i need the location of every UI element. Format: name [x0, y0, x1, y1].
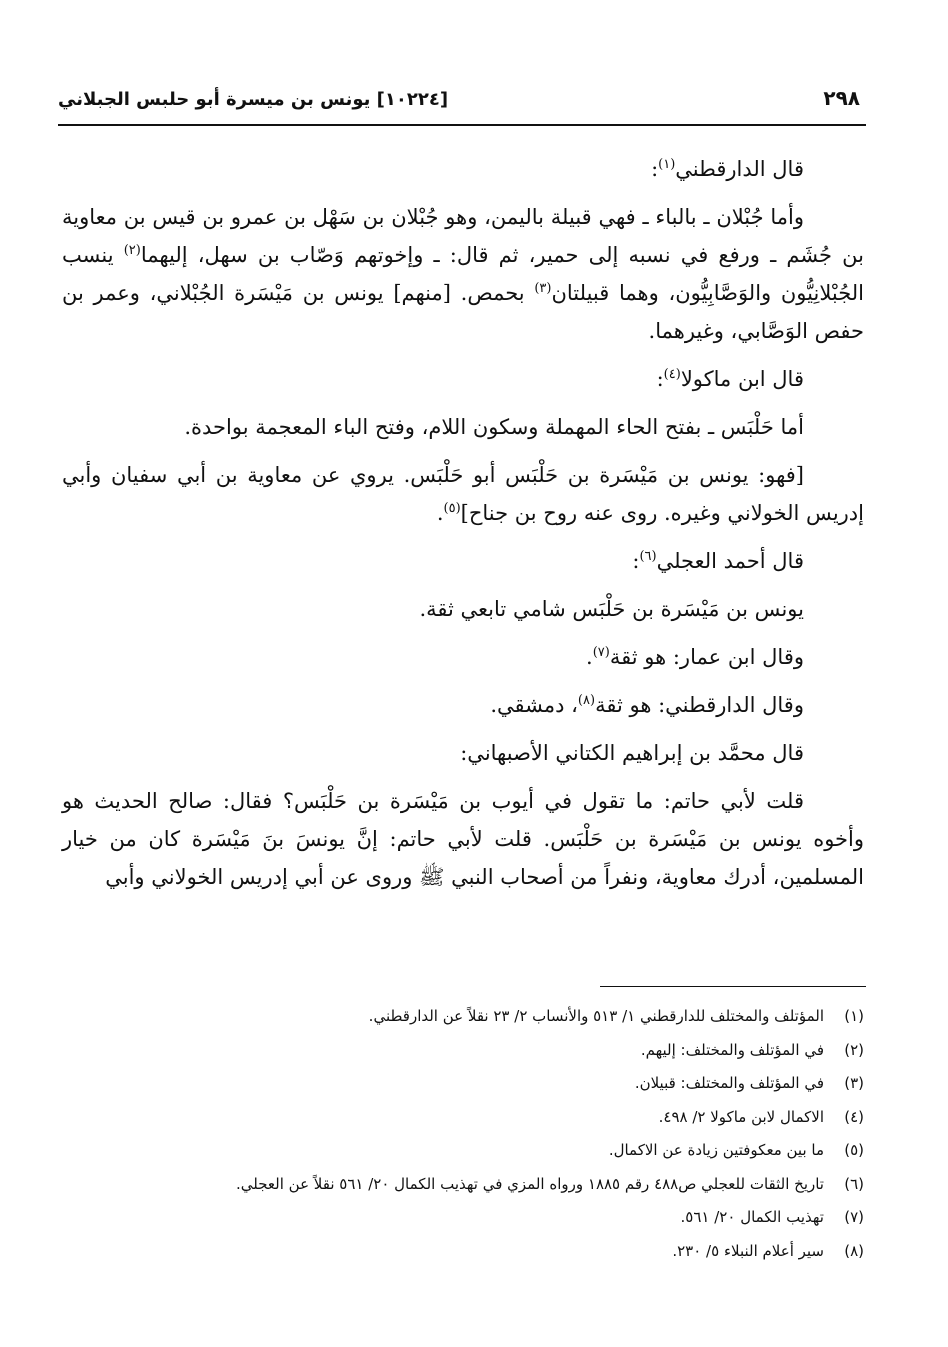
footnote-text: في المؤتلف والمختلف: إليهم.: [640, 1040, 824, 1059]
paragraph: [62, 456, 864, 532]
footnote: [62, 1101, 864, 1135]
text: .: [436, 501, 444, 525]
footnote-number: (٤): [844, 1107, 864, 1126]
paragraph: [62, 360, 864, 398]
footnote: [62, 1067, 864, 1101]
text: وقال ابن عمار: هو ثقة: [609, 645, 804, 669]
text: :: [651, 157, 659, 181]
footnote: [62, 1201, 864, 1235]
text: ، دمشقي.: [490, 693, 578, 717]
footnote-ref: (١): [658, 157, 676, 172]
text: ينسب الجُبْلانِيُّون والوَصَّابِيُّون، وهما قبيلتان: [62, 243, 864, 305]
footnote: [62, 1000, 864, 1034]
footnote-text: تهذيب الكمال ٢٠/ ٥٦١.: [680, 1208, 824, 1226]
text: [فهو: يونس بن مَيْسَرة بن حَلْبَس أبو حَلْبَس. يروي عن معاوية بن أبي سفيان وأبي إدريس الخولاني وغيره. روى عنه روح بن جناح]: [62, 463, 864, 525]
footnote-text: سير أعلام النبلاء ٥/ ٢٣٠.: [672, 1241, 824, 1260]
footnote-number: (٥): [844, 1141, 864, 1159]
text: :: [656, 367, 664, 391]
footnote-number: (٦): [844, 1174, 864, 1193]
footnote-ref: (٧): [592, 645, 610, 660]
footnote-number: (٨): [844, 1241, 864, 1260]
footnote-number: (٧): [844, 1208, 864, 1226]
footnote-ref: (٤): [663, 367, 681, 382]
footnote-ref: (٦): [639, 549, 657, 564]
footnote: [62, 1168, 864, 1202]
text: :: [632, 549, 640, 573]
text: قال أحمد العجلي: [656, 549, 804, 573]
footnote-text: في المؤتلف والمختلف: قبيلان.: [634, 1074, 824, 1092]
footnote-ref: (٣): [534, 281, 552, 296]
footnote-separator: [600, 986, 866, 987]
paragraph: يونس بن مَيْسَرة بن حَلْبَس شامي تابعي ثقة.: [419, 597, 804, 621]
footnote-number: (١): [844, 1007, 864, 1025]
paragraph: [62, 150, 864, 188]
footnote: [62, 1134, 864, 1168]
text: قال الدارقطني: [675, 157, 804, 181]
text: .: [586, 645, 593, 669]
footnote-text: ما بين معكوفتين زيادة عن الاكمال.: [608, 1141, 824, 1159]
header-rule: [58, 124, 866, 126]
page-header: [58, 86, 860, 110]
paragraph: [62, 542, 864, 580]
footnote: [62, 1034, 864, 1068]
page-number: ٢٩٨: [823, 86, 860, 110]
paragraph: [62, 198, 864, 350]
paragraph: قلت لأبي حاتم: ما تقول في أيوب بن مَيْسَرة بن حَلْبَس؟ فقال: صالح الحديث هو وأخوه يونس بن مَيْسَرة بن حَلْبَس. قلت لأبي حاتم: إنَّ يونسَ بنَ مَيْسَرة كان من خيار المسلمين، أدرك معاوية، ونفراً من أصحاب النبي ﷺ وروى عن أبي إدريس الخولاني وأبي: [62, 789, 864, 889]
footnote-number: (٢): [844, 1040, 864, 1059]
paragraph: [62, 638, 864, 676]
footnote-ref: (٨): [577, 693, 596, 708]
text: وقال الدارقطني: هو ثقة: [595, 693, 804, 717]
footnote-text: الاكمال لابن ماكولا ٢/ ٤٩٨.: [658, 1107, 824, 1126]
paragraph: [62, 686, 864, 724]
text: بحمص. [منهم] يونس بن مَيْسَرة الجُبْلاني، وعمر بن حفص الوَصَّابي، وغيرهما.: [62, 281, 864, 343]
footnotes: [62, 1000, 864, 1268]
footnote-text: المؤتلف والمختلف للدارقطني ١/ ٥١٣ والأنساب ٢/ ٢٣ نقلاً عن الدارقطني.: [368, 1007, 824, 1025]
text: وأما جُبْلان ـ بالباء ـ فهي قبيلة باليمن، وهو جُبْلان بن سَهْل بن عمرو بن قيس بن معاوية بن جُشَم ـ ورفع في نسبه إلى حمير، ثم قال: ـ وإخوتهم وَصّاب بن سهل، إليهما: [62, 205, 864, 267]
text: قال ابن ماكولا: [680, 367, 804, 391]
main-text: [62, 150, 864, 906]
footnote-ref: (٥): [443, 501, 461, 516]
running-title: [١٠٢٢٤] يونس بن ميسرة أبو حلبس الجبلاني: [58, 89, 449, 110]
footnote-text: تاريخ الثقات للعجلي ص٤٨٨ رقم ١٨٨٥ ورواه المزي في تهذيب الكمال ٢٠/ ٥٦١ نقلاً عن العجلي.: [235, 1174, 824, 1193]
footnote-number: (٣): [844, 1074, 864, 1092]
footnote: [62, 1235, 864, 1269]
footnote-ref: (٢): [123, 243, 141, 258]
paragraph: قال محمَّد بن إبراهيم الكتاني الأصبهاني:: [460, 741, 804, 765]
paragraph: أما حَلْبَس ـ بفتح الحاء المهملة وسكون اللام، وفتح الباء المعجمة بواحدة.: [184, 415, 804, 439]
